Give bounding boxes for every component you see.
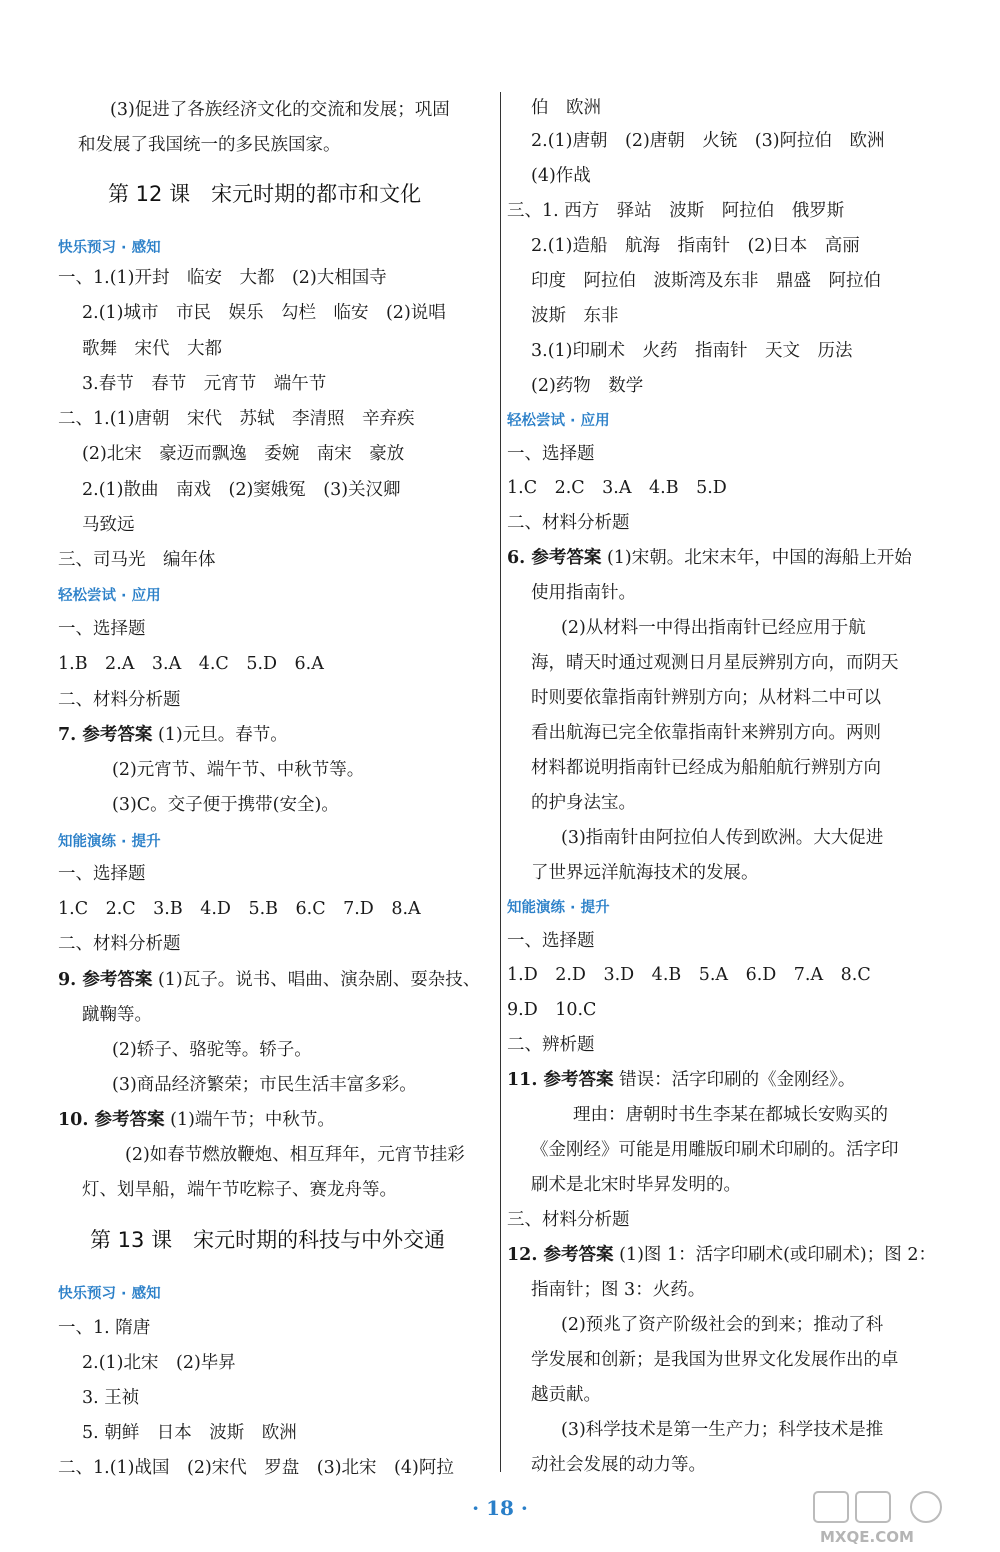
answer-label: 10. 参考答案 [58,1110,165,1130]
answer-line: 6. 参考答案 (1)宋朝。北宋末年，中国的海船上开始 [507,548,912,568]
text-line: 材料都说明指南针已经成为船舶航行辨别方向 [531,758,881,778]
text-line: 马致远 [82,515,135,535]
text-line: 一、选择题 [507,444,595,464]
answer-label: 7. 参考答案 [58,725,153,745]
answer-line: 1.D 2.D 3.D 4.B 5.A 6.D 7.A 8.C [507,965,871,985]
answer-line: 9. 参考答案 (1)瓦子。说书、唱曲、演杂剧、耍杂技、 [58,970,481,990]
text-line: 2.(1)造船 航海 指南针 (2)日本 高丽 [531,236,860,256]
section-preview-heading: 快乐预习 · 感知 [58,240,161,256]
text-line: 一、选择题 [58,864,146,884]
text-line: 二、材料分析题 [507,513,630,533]
text-line: 三、司马光 编年体 [58,550,216,570]
text-line: 和发展了我国统一的多民族国家。 [78,135,341,155]
answer-line: 11. 参考答案 错误：活字印刷的《金刚经》。 [507,1070,856,1090]
text-line: (2)预兆了资产阶级社会的到来；推动了科 [561,1315,884,1335]
text-line: (2)如春节燃放鞭炮、相互拜年，元宵节挂彩 [125,1145,465,1165]
text-line: 3.(1)印刷术 火药 指南针 天文 历法 [531,341,853,361]
text-line: 理由：唐朝时书生李某在都城长安购买的 [573,1105,888,1125]
text-line: 灯、划旱船，端午节吃粽子、赛龙舟等。 [82,1180,397,1200]
watermark-text: MXQE.COM [820,1528,914,1546]
text-line: (2)从材料一中得出指南针已经应用于航 [561,618,866,638]
watermark-logo [808,1488,988,1548]
text-line: 一、1. 隋唐 [58,1318,151,1338]
text-line: 3.春节 春节 元宵节 端午节 [82,374,327,394]
text-line: (2)药物 数学 [531,376,644,396]
text-line: 一、选择题 [507,931,595,951]
text-line: 指南针；图 3：火药。 [531,1280,706,1300]
lesson-13-title: 第 13 课 宋元时期的科技与中外交通 [90,1228,446,1252]
text-line: 波斯 东非 [531,306,619,326]
text-line: 一、选择题 [58,619,146,639]
text-line: (3)指南针由阿拉伯人传到欧洲。大大促进 [561,828,884,848]
answer-line: 7. 参考答案 (1)元旦。春节。 [58,725,288,745]
text-line: 2.(1)唐朝 (2)唐朝 火铳 (3)阿拉伯 欧洲 [531,131,885,151]
text-line: 伯 欧洲 [531,98,601,118]
section-try-heading: 轻松尝试 · 应用 [507,413,610,429]
text-line: 刷术是北宋时毕昇发明的。 [531,1175,741,1195]
text-line: (2)元宵节、端午节、中秋节等。 [112,760,365,780]
text-line: 看出航海已完全依靠指南针来辨别方向。两则 [531,723,881,743]
answer-label: 9. 参考答案 [58,970,153,990]
text-line: (3)促进了各族经济文化的交流和发展；巩固 [110,100,450,120]
text-line: 一、1.(1)开封 临安 大都 (2)大相国寺 [58,268,387,288]
text-line: 学发展和创新；是我国为世界文化发展作出的卓 [531,1350,899,1370]
answer-label: 11. 参考答案 [507,1070,614,1090]
text-line: 2.(1)北宋 (2)毕昇 [82,1353,236,1373]
text-line: (3)C。交子便于携带(安全)。 [112,795,339,815]
answer-label: 12. 参考答案 [507,1245,614,1265]
text-line: 的护身法宝。 [531,793,636,813]
text-line: 时则要依靠指南针辨别方向；从材料二中可以 [531,688,881,708]
section-practice-heading: 知能演练 · 提升 [58,834,161,850]
text-line: (4)作战 [531,166,591,186]
text-line: (3)科学技术是第一生产力；科学技术是推 [561,1420,884,1440]
text-line: 三、1. 西方 驿站 波斯 阿拉伯 俄罗斯 [507,201,845,221]
text-line: 3. 王祯 [82,1388,140,1408]
text-line: (2)北宋 豪迈而飘逸 委婉 南宋 豪放 [82,444,405,464]
text-line: (3)商品经济繁荣；市民生活丰富多彩。 [112,1075,417,1095]
answer-line: 1.B 2.A 3.A 4.C 5.D 6.A [58,654,324,674]
text-line: 二、1.(1)战国 (2)宋代 罗盘 (3)北宋 (4)阿拉 [58,1458,454,1478]
page-number: · 18 · [472,1496,528,1520]
text-line: 5. 朝鲜 日本 波斯 欧洲 [82,1423,297,1443]
text-line: 二、1.(1)唐朝 宋代 苏轼 李清照 辛弃疾 [58,409,415,429]
text-line: 越贡献。 [531,1385,601,1405]
section-try-heading: 轻松尝试 · 应用 [58,588,161,604]
text-line: 歌舞 宋代 大都 [82,339,222,359]
text-line: 动社会发展的动力等。 [531,1455,706,1475]
text-line: 《金刚经》可能是用雕版印刷术印刷的。活字印 [531,1140,899,1160]
column-divider [500,92,501,1472]
text-line: 使用指南针。 [531,583,636,603]
answer-line: 1.C 2.C 3.A 4.B 5.D [507,478,727,498]
answer-line: 1.C 2.C 3.B 4.D 5.B 6.C 7.D 8.A [58,899,421,919]
answer-label: 6. 参考答案 [507,548,602,568]
text-line: 海，晴天时通过观测日月星辰辨别方向，而阴天 [531,653,899,673]
section-preview-heading: 快乐预习 · 感知 [58,1286,161,1302]
text-line: 二、辨析题 [507,1035,595,1055]
text-line: 2.(1)散曲 南戏 (2)窦娥冤 (3)关汉卿 [82,480,401,500]
answer-line: 9.D 10.C [507,1000,597,1020]
text-line: 印度 阿拉伯 波斯湾及东非 鼎盛 阿拉伯 [531,271,881,291]
text-line: 2.(1)城市 市民 娱乐 勾栏 临安 (2)说唱 [82,303,446,323]
answer-line: 12. 参考答案 (1)图 1：活字印刷术(或印刷术)；图 2： [507,1245,936,1265]
text-line: 了世界远洋航海技术的发展。 [531,863,759,883]
section-practice-heading: 知能演练 · 提升 [507,900,610,916]
answer-line: 10. 参考答案 (1)端午节；中秋节。 [58,1110,335,1130]
text-line: 二、材料分析题 [58,690,181,710]
lesson-12-title: 第 12 课 宋元时期的都市和文化 [108,182,422,206]
text-line: 三、材料分析题 [507,1210,630,1230]
text-line: 二、材料分析题 [58,934,181,954]
text-line: (2)轿子、骆驼等。轿子。 [112,1040,312,1060]
text-line: 蹴鞠等。 [82,1005,152,1025]
